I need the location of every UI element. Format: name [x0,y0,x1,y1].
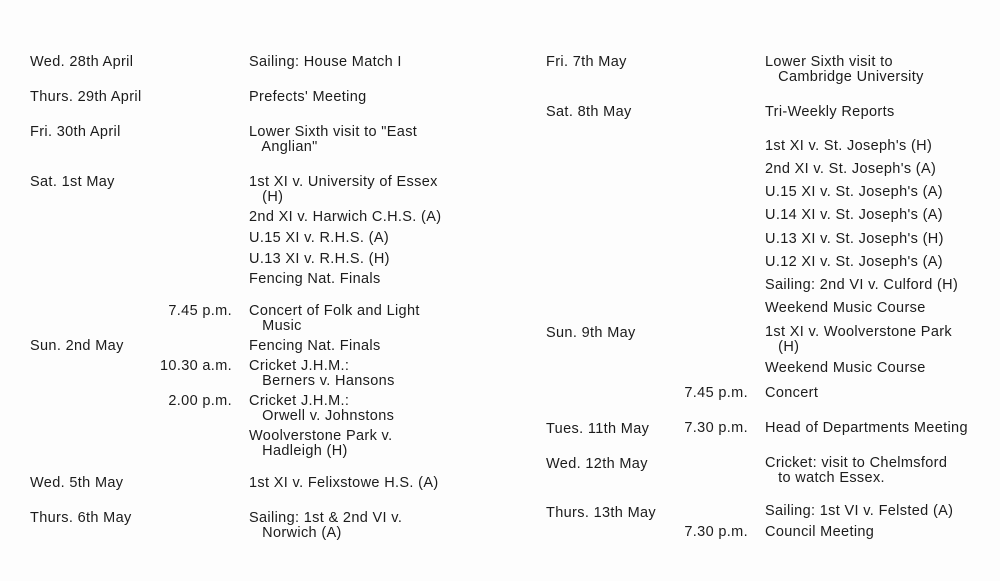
date-label: Sun. 9th May [546,325,636,341]
event-text: 1st XI v. University of Essex (H) [249,174,438,205]
event-text: 2nd XI v. Harwich C.H.S. (A) [249,209,442,225]
event-text: 1st XI v. St. Joseph's (H) [765,138,933,154]
event-time: 2.00 p.m. [168,393,232,409]
event-text: Weekend Music Course [765,360,926,376]
event-time: 7.30 p.m. [684,524,748,540]
date-label: Sun. 2nd May [30,338,124,354]
event-text: Sailing: 1st VI v. Felsted (A) [765,503,954,519]
event-time: 7.30 p.m. [684,420,748,436]
date-label: Thurs. 6th May [30,510,132,526]
event-text: Lower Sixth visit to "East Anglian" [249,124,418,155]
date-label: Sat. 1st May [30,174,115,190]
event-text: Council Meeting [765,524,875,540]
event-text: Concert [765,385,819,401]
date-label: Fri. 30th April [30,124,121,140]
event-text: U.13 XI v. St. Joseph's (H) [765,231,944,247]
event-text: Head of Departments Meeting [765,420,968,436]
event-text: Lower Sixth visit to Cambridge University [765,54,924,85]
event-text: Woolverstone Park v. Hadleigh (H) [249,428,393,459]
event-text: Fencing Nat. Finals [249,271,381,287]
event-text: Tri-Weekly Reports [765,104,895,120]
date-label: Sat. 8th May [546,104,632,120]
event-text: Concert of Folk and Light Music [249,303,420,334]
event-text: Fencing Nat. Finals [249,338,381,354]
date-label: Wed. 28th April [30,54,134,70]
event-time: 7.45 p.m. [684,385,748,401]
event-text: U.15 XI v. R.H.S. (A) [249,230,390,246]
date-label: Wed. 12th May [546,456,648,472]
event-text: U.12 XI v. St. Joseph's (A) [765,254,943,270]
event-text: Prefects' Meeting [249,89,367,105]
date-label: Thurs. 29th April [30,89,142,105]
date-label: Thurs. 13th May [546,505,657,521]
event-text: U.13 XI v. R.H.S. (H) [249,251,390,267]
event-text: Sailing: 1st & 2nd VI v. Norwich (A) [249,510,403,541]
date-label: Fri. 7th May [546,54,627,70]
event-text: Cricket: visit to Chelmsford to watch Essex. [765,455,948,486]
event-text: Cricket J.H.M.: Orwell v. Johnstons [249,393,395,424]
event-text: Sailing: 2nd VI v. Culford (H) [765,277,959,293]
event-text: U.15 XI v. St. Joseph's (A) [765,184,943,200]
event-time: 10.30 a.m. [159,358,232,374]
event-time: 7.45 p.m. [168,303,232,319]
event-text: 1st XI v. Woolverstone Park (H) [765,324,953,355]
date-label: Wed. 5th May [30,475,124,491]
event-text: Sailing: House Match I [249,54,402,70]
event-text: U.14 XI v. St. Joseph's (A) [765,207,943,223]
event-text: 2nd XI v. St. Joseph's (A) [765,161,937,177]
event-text: Weekend Music Course [765,300,926,316]
event-text: 1st XI v. Felixstowe H.S. (A) [249,475,439,491]
date-label: Tues. 11th May [546,421,650,437]
event-text: Cricket J.H.M.: Berners v. Hansons [249,358,395,389]
